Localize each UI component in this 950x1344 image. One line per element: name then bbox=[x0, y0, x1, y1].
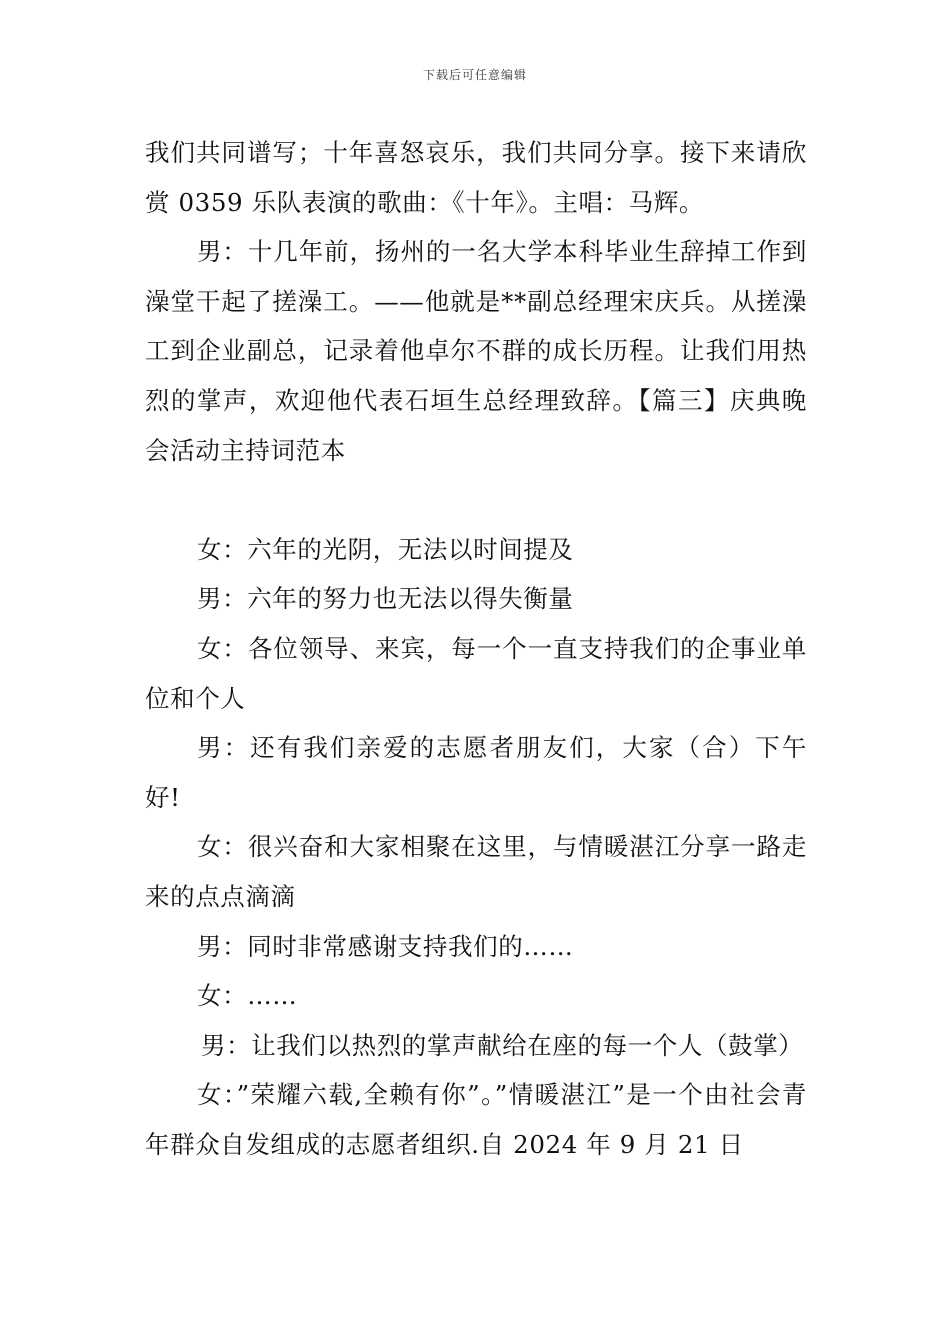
paragraph-female-2: 女：各位领导、来宾，每一个一直支持我们的企事业单位和个人 bbox=[145, 633, 807, 713]
paragraph-male-4: 男：同时非常感谢支持我们的…… bbox=[197, 931, 574, 961]
document-body bbox=[145, 128, 807, 1169]
paragraph-female-1: 女：六年的光阴，无法以时间提及 bbox=[197, 534, 574, 564]
paragraph-female-5: 女：”荣耀六载,全赖有你”。”情暖湛江”是一个由社会青年群众自发组成的志愿者组织.自 2024 年 9 月 21 日 bbox=[145, 1080, 807, 1159]
paragraph-male-1: 男：十几年前，扬州的一名大学本科毕业生辞掉工作到澡堂干起了搓澡工。——他就是**副总经理宋庆兵。从搓澡工到企业副总，记录着他卓尔不群的成长历程。让我们用热烈的掌声，欢迎他代表石垣生总经理致辞。【篇三】庆典晚会活动主持词范本 bbox=[145, 237, 807, 465]
paragraph-intro: 我们共同谱写；十年喜怒哀乐，我们共同分享。接下来请欣赏 0359 乐队表演的歌曲：《十年》。主唱：马辉。 bbox=[145, 138, 807, 217]
paragraph-female-3: 女：很兴奋和大家相聚在这里，与情暖湛江分享一路走来的点点滴滴 bbox=[145, 832, 807, 911]
paragraph-female-4: 女：…… bbox=[197, 981, 298, 1011]
paragraph-male-5: 男：让我们以热烈的掌声献给在座的每一个人（鼓掌） bbox=[201, 1030, 804, 1060]
paragraph-male-2: 男：六年的努力也无法以得失衡量 bbox=[197, 584, 574, 614]
page-header: 下载后可任意编辑 bbox=[422, 68, 527, 82]
paragraph-male-3: 男：还有我们亲爱的志愿者朋友们，大家（合）下午好! bbox=[145, 733, 807, 812]
blank-line bbox=[145, 475, 807, 525]
